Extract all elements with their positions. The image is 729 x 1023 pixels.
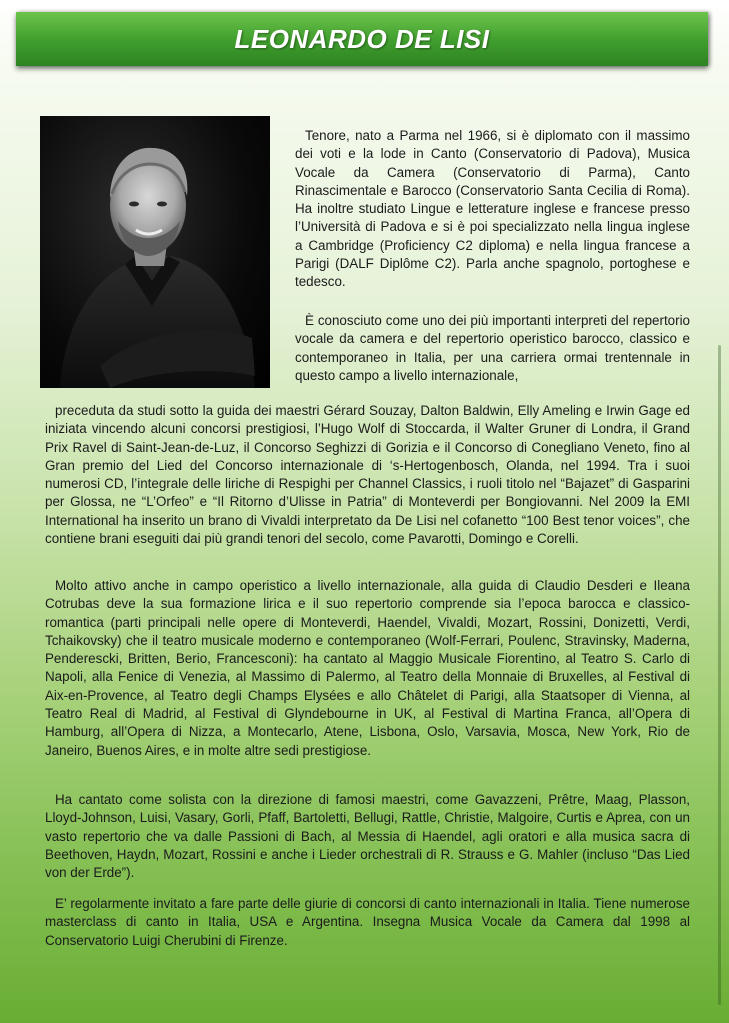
portrait-photo [40,116,270,388]
bio-paragraph-1: Tenore, nato a Parma nel 1966, si è diplomato con il massimo dei voti e la lode in Canto (Conservatorio di Padova), Musica Vocale da Camera (Conservatorio di Parma), Canto Rinascimentale e Barocco (Conservatorio Santa Cecilia di Roma). Ha inoltre studiato Lingue e letterature inglese e francese presso l’Università di Padova e si è poi specializzato nella lingua inglese a Cambridge (Proficiency C2 diploma) e nella lingua francese a Parigi (DALF Diplôme C2). Parla anche spagnolo, portoghese e tedesco. [295,128,690,290]
bio-paragraph-2: È conosciuto come uno dei più importanti interpreti del repertorio vocale da camera e del repertorio operistico barocco, classico e contemporaneo in Italia, per una carriera ormai trentennale in questo campo a livello internazionale, [295,313,690,383]
bio-paragraph-6: E’ regolarmente invitato a fare parte delle giurie di concorsi di canto internazionali in Italia. Tiene numerose masterclass di canto in Italia, USA e Argentina. Insegna Musica Vocale da Camera dal 1998 al Conservatorio Luigi Cherubini di Firenze. [45,896,690,948]
bio-paragraph-3: preceduta da studi sotto la guida dei maestri Gérard Souzay, Dalton Baldwin, Elly Ameling e Irwin Gage ed iniziata vincendo alcuni concorsi prestigiosi, l’Hugo Wolf di Stoccarda, il Walter Gruner di Londra, il Grand Prix Ravel di Saint-Jean-de-Luz, il Concorso Seghizzi di Gorizia e il Concorso di Conegliano Veneto, fino al Gran premio del Lied del Concorso internazionale di ‘s-Hertogenbosch, Olanda, nel 1994. Tra i suoi numerosi CD, l’integrale delle liriche di Respighi per Channel Classics, i ruoli titolo nel “Bajazet” di Gasparini per Glossa, ne “L’Orfeo” e “Il Ritorno d’Ulisse in Patria” di Monteverdi per Bongiovanni. Nel 2009 la EMI International ha inserito un brano di Vivaldi interpretato da De Lisi nel cofanetto “100 Best tenor voices”, che contiene brani eseguiti dai più grandi tenori del secolo, come Pavarotti, Domingo e Corelli. [45,403,690,547]
bio-paragraph-5: Ha cantato come solista con la direzione di famosi maestri, come Gavazzeni, Prêtre, Maag, Plasson, Lloyd-Johnson, Luisi, Vasary, Gorli, Pfaff, Bartoletti, Bellugi, Rattle, Christie, Malgoire, Curtis e Aprea, con un vasto repertorio che va dalle Passioni di Bach, al Messia di Haendel, agli oratori e alla musica sacra di Beethoven, Haydn, Mozart, Rossini e anche i Lieder orchestrali di R. Strauss e G. Mahler (incluso “Das Lied von der Erde”). [45,792,690,881]
bio-paragraph-4: Molto attivo anche in campo operistico a livello internazionale, alla guida di Claudio Desderi e Ileana Cotrubas deve la sua formazione lirica e il suo repertorio comprende sia l’epoca barocca e classico-romantica (parti principali nelle opere di Monteverdi, Haendel, Vivaldi, Mozart, Rossini, Donizetti, Verdi, Tchaikovsky) che il teatro musicale moderno e contemporaneo (Wolf-Ferrari, Poulenc, Stravinsky, Maderna, Penderescki, Britten, Berio, Francesconi): ha cantato al Maggio Musicale Fiorentino, al Teatro S. Carlo di Napoli, alla Fenice di Venezia, al Massimo di Palermo, al Teatro della Monnaie di Bruxelles, al Festival di Aix-en-Provence, al Teatro degli Champs Elysées e allo Châtelet di Parigi, alla Staatsoper di Vienna, al Teatro Real di Madrid, al Festival di Glyndebourne in UK, al Festival di Martina Franca, all’Opera di Hamburg, all’Opera di Nizza, a Montecarlo, Atene, Lisbona, Oslo, Varsavia, Mosca, New York, Rio de Janeiro, Buenos Aires, e in molte altre sedi prestigiose. [45,578,690,758]
scrollbar[interactable] [718,345,721,1005]
title-banner [16,12,708,66]
portrait-illustration [40,116,270,388]
page-title: LEONARDO DE LISI [234,23,490,54]
